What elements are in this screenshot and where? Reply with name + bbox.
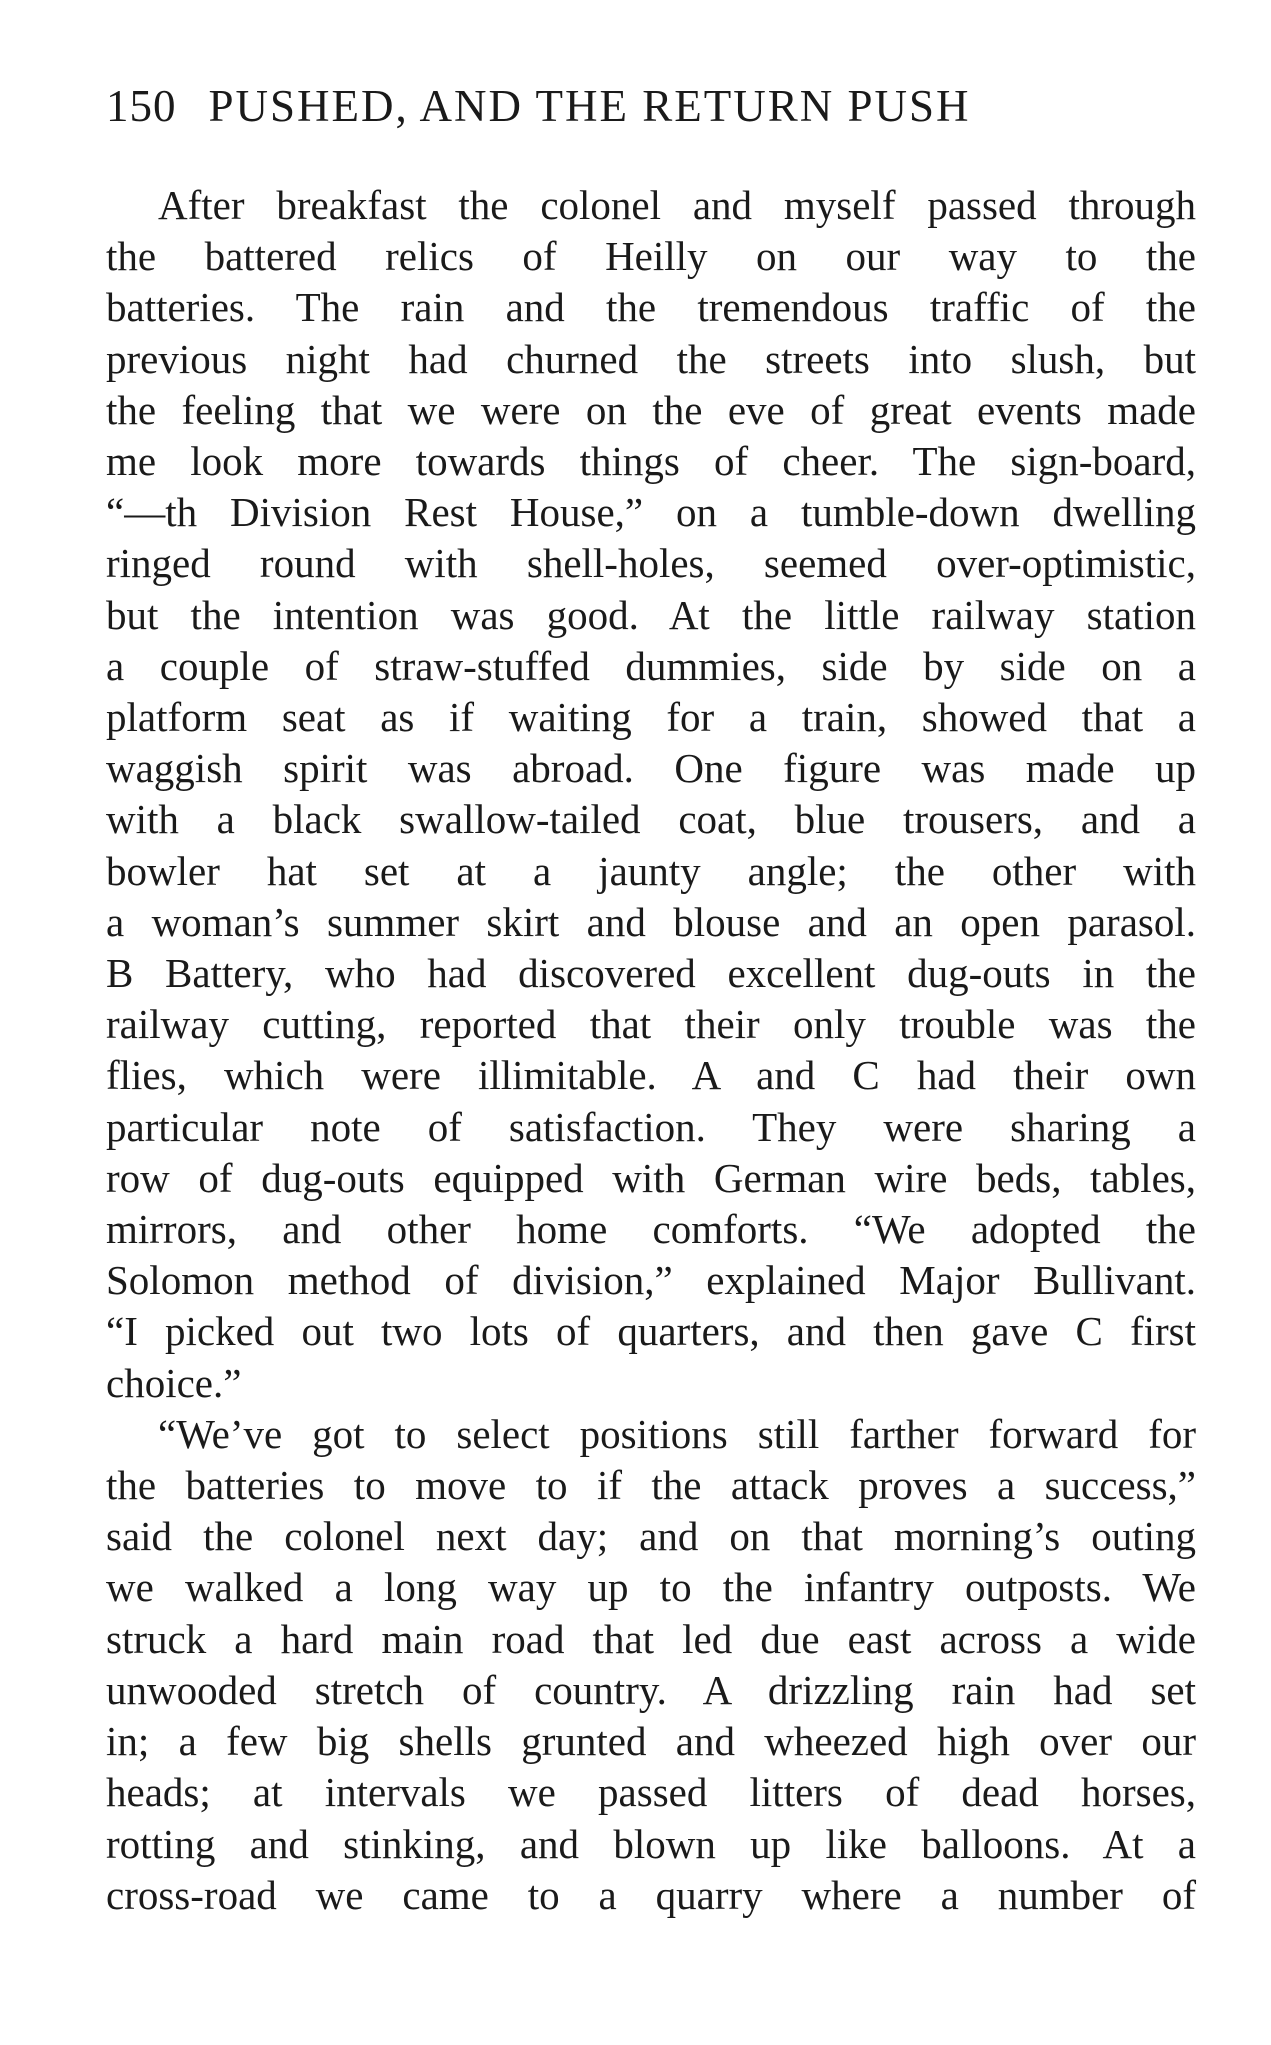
page-header (106, 80, 1196, 160)
text-line: “I picked out two lots of quarters, and then gave C first (106, 1308, 1196, 1355)
text-line: particular note of satisfaction. They were sharing a (106, 1103, 1196, 1150)
book-page (106, 80, 1196, 1921)
text-line: unwooded stretch of country. A drizzling rain had set (106, 1666, 1196, 1713)
text-line: After breakfast the colonel and myself passed through (158, 182, 1196, 228)
text-line: a couple of straw-stuffed dummies, side by side on a (106, 642, 1196, 689)
text-line: row of dug-outs equipped with German wire beds, tables, (106, 1154, 1196, 1201)
text-line: heads; at intervals we passed litters of dead horses, (106, 1769, 1196, 1816)
text-line: previous night had churned the streets into slush, but (106, 335, 1196, 382)
text-line: said the colonel next day; and on that morning’s outing (106, 1513, 1196, 1560)
text-line: platform seat as if waiting for a train, showed that a (106, 694, 1196, 741)
text-line: cross-road we came to a quarry where a number of (106, 1871, 1196, 1918)
text-line: B Battery, who had discovered excellent dug-outs in the (106, 950, 1196, 997)
text-line: in; a few big shells grunted and wheezed high over our (106, 1718, 1196, 1765)
text-line: Solomon method of division,” explained Major Bullivant. (106, 1257, 1196, 1304)
text-line: a woman’s summer skirt and blouse and an open parasol. (106, 898, 1196, 945)
text-line: we walked a long way up to the infantry outposts. We (106, 1564, 1196, 1611)
text-line: rotting and stinking, and blown up like balloons. At a (106, 1820, 1196, 1867)
text-line: the batteries to move to if the attack proves a success,” (106, 1462, 1196, 1509)
running-head: PUSHED, AND THE RETURN PUSH (208, 81, 971, 131)
page-number: 150 (106, 81, 177, 131)
text-line: “We’ve got to select positions still farther forward for (158, 1410, 1196, 1457)
paragraph-1 (106, 180, 1196, 1409)
text-line: the feeling that we were on the eve of great events made (106, 386, 1196, 433)
text-line: with a black swallow-tailed coat, blue trousers, and a (106, 796, 1196, 843)
text-line: struck a hard main road that led due east across a wide (106, 1615, 1196, 1662)
text-line: railway cutting, reported that their only trouble was the (106, 1001, 1196, 1048)
text-line: ringed round with shell-holes, seemed over-optimistic, (106, 540, 1196, 587)
text-line: batteries. The rain and the tremendous traffic of the (106, 284, 1196, 331)
text-line: flies, which were illimitable. A and C had their own (106, 1052, 1196, 1099)
text-line: the battered relics of Heilly on our way to the (106, 233, 1196, 280)
text-line: mirrors, and other home comforts. “We adopted the (106, 1206, 1196, 1253)
text-line: bowler hat set at a jaunty angle; the other with (106, 847, 1196, 894)
text-line: me look more towards things of cheer. The sign-board, (106, 438, 1196, 485)
paragraph-2 (106, 1409, 1196, 1921)
text-line: “—th Division Rest House,” on a tumble-down dwelling (106, 489, 1196, 536)
text-line: but the intention was good. At the little railway station (106, 591, 1196, 638)
text-line: choice.” (106, 1359, 242, 1406)
text-line: waggish spirit was abroad. One figure was made up (106, 745, 1196, 792)
